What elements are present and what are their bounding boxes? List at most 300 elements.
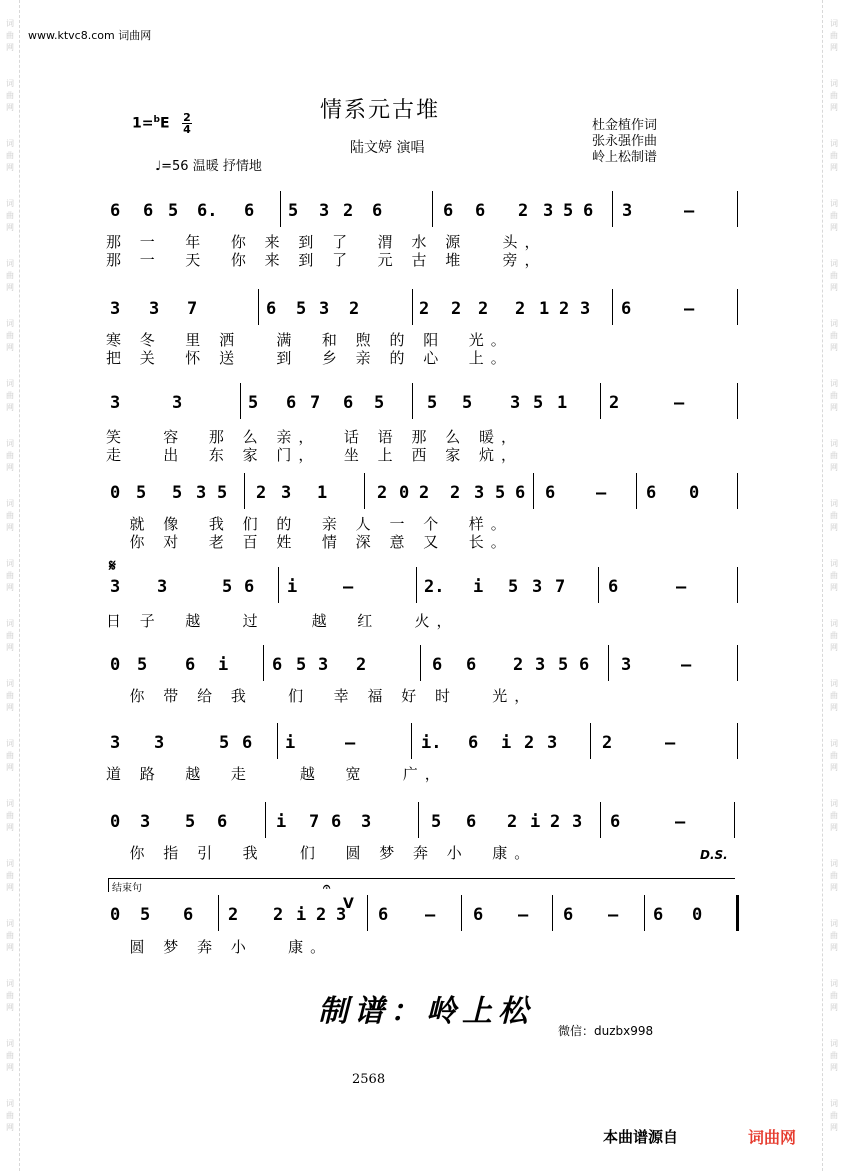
source-label: 本曲谱源自 bbox=[603, 1128, 679, 1146]
watermark-char: 曲 bbox=[830, 271, 838, 280]
bar-line bbox=[416, 567, 417, 603]
watermark-char: 网 bbox=[830, 163, 838, 172]
note: 3 bbox=[110, 577, 121, 597]
note: 6 bbox=[608, 577, 619, 597]
notes-line bbox=[0, 812, 842, 836]
watermark-char: 网 bbox=[6, 943, 14, 952]
note: 6 bbox=[563, 905, 574, 925]
composer-credit: 张永强作曲 bbox=[592, 134, 658, 149]
watermark-char: 曲 bbox=[830, 451, 838, 460]
key-signature bbox=[132, 115, 170, 132]
watermark-char: 曲 bbox=[6, 991, 14, 1000]
bar-line bbox=[244, 473, 245, 509]
lyric-line: 你 指 引 我 们 圆 梦 奔 小 康。 bbox=[106, 844, 537, 862]
notes-line bbox=[0, 577, 842, 601]
lyric-line: 那 一 年 你 来 到 了 渭 水 源 头， bbox=[106, 233, 547, 251]
watermark-char: 词 bbox=[6, 379, 14, 388]
bar-line bbox=[420, 645, 421, 681]
brand-logo[interactable]: 词曲网 bbox=[748, 1128, 797, 1147]
watermark-char: 词 bbox=[830, 499, 838, 508]
note: 6 bbox=[244, 201, 255, 221]
transcriber-signature: 制谱：岭上松 bbox=[318, 994, 534, 1029]
bar-line bbox=[600, 383, 601, 419]
watermark-char: 词 bbox=[830, 319, 838, 328]
notes-line bbox=[0, 655, 842, 679]
note: 5 bbox=[533, 393, 544, 413]
watermark-char: 网 bbox=[830, 283, 838, 292]
watermark-char: 词 bbox=[830, 259, 838, 268]
note: 0 bbox=[110, 812, 121, 832]
note: 2 bbox=[609, 393, 620, 413]
bar-line bbox=[411, 723, 412, 759]
watermark-char: 词 bbox=[830, 679, 838, 688]
watermark-char: 词 bbox=[6, 679, 14, 688]
note: 6 bbox=[443, 201, 454, 221]
watermark-char: 曲 bbox=[6, 931, 14, 940]
note: 3 bbox=[572, 812, 583, 832]
watermark-char: 词 bbox=[830, 1099, 838, 1108]
watermark-char: 网 bbox=[6, 343, 14, 352]
notes-line bbox=[0, 905, 842, 929]
watermark-char: 曲 bbox=[6, 391, 14, 400]
watermark-char: 词 bbox=[6, 919, 14, 928]
watermark-char: 曲 bbox=[6, 331, 14, 340]
watermark-char: 词 bbox=[6, 799, 14, 808]
note: 2 bbox=[343, 201, 354, 221]
bar-line bbox=[432, 191, 433, 227]
note: – bbox=[674, 393, 685, 413]
note: – bbox=[608, 905, 619, 925]
lyric-line: 道 路 越 走 越 宽 广， bbox=[106, 765, 447, 783]
note: 3 bbox=[535, 655, 546, 675]
watermark-char: 网 bbox=[830, 823, 838, 832]
note: 6 bbox=[610, 812, 621, 832]
note: 5 bbox=[217, 483, 228, 503]
watermark-char: 曲 bbox=[830, 331, 838, 340]
lyric-line: 走 出 东 家 门， 坐 上 西 家 炕， bbox=[106, 446, 523, 464]
note: – bbox=[665, 733, 676, 753]
note: 3 bbox=[532, 577, 543, 597]
note: 6 bbox=[468, 733, 479, 753]
note: 6 bbox=[646, 483, 657, 503]
lyric-line: 圆 梦 奔 小 康。 bbox=[106, 938, 333, 956]
watermark-char: 网 bbox=[6, 763, 14, 772]
watermark-char: 曲 bbox=[6, 811, 14, 820]
bar-line bbox=[737, 289, 738, 325]
watermark-char: 词 bbox=[830, 559, 838, 568]
note: 6 bbox=[372, 201, 383, 221]
fermata: 𝄐 bbox=[323, 880, 331, 895]
bar-line bbox=[364, 473, 365, 509]
watermark-char: 网 bbox=[830, 463, 838, 472]
note: – bbox=[596, 483, 607, 503]
watermark-char: 曲 bbox=[6, 271, 14, 280]
watermark-char: 词 bbox=[830, 139, 838, 148]
note: 3 bbox=[157, 577, 168, 597]
flat-sign: b bbox=[153, 115, 160, 125]
note: 3 bbox=[110, 733, 121, 753]
note: 1 bbox=[317, 483, 328, 503]
watermark-char: 网 bbox=[830, 583, 838, 592]
note: 6 bbox=[466, 655, 477, 675]
note: 2 bbox=[419, 299, 430, 319]
bar-line bbox=[600, 802, 601, 838]
note: – bbox=[675, 812, 686, 832]
notes-line bbox=[0, 483, 842, 507]
watermark-char: 网 bbox=[6, 403, 14, 412]
watermark-char: 词 bbox=[830, 1039, 838, 1048]
bar-line bbox=[737, 567, 738, 603]
watermark-char: 曲 bbox=[830, 511, 838, 520]
watermark-char: 网 bbox=[6, 703, 14, 712]
note: 6 bbox=[143, 201, 154, 221]
watermark-char: 曲 bbox=[830, 871, 838, 880]
watermark-char: 网 bbox=[830, 1003, 838, 1012]
time-signature-top: 2 bbox=[183, 111, 191, 124]
note: 3 bbox=[154, 733, 165, 753]
bar-line bbox=[737, 191, 738, 227]
note: 6 bbox=[473, 905, 484, 925]
note: 5 bbox=[495, 483, 506, 503]
note: 2 bbox=[349, 299, 360, 319]
note: 3 bbox=[622, 201, 633, 221]
note: 5 bbox=[137, 655, 148, 675]
note: 3 bbox=[361, 812, 372, 832]
note: 0 bbox=[110, 655, 121, 675]
note: – bbox=[345, 733, 356, 753]
notes-line bbox=[0, 733, 842, 757]
watermark-char: 词 bbox=[830, 739, 838, 748]
watermark-char: 网 bbox=[830, 763, 838, 772]
bar-line bbox=[590, 723, 591, 759]
note: 3 bbox=[110, 299, 121, 319]
bar-line bbox=[218, 895, 219, 931]
note: 6 bbox=[217, 812, 228, 832]
note: 3 bbox=[319, 201, 330, 221]
note: 5 bbox=[462, 393, 473, 413]
watermark-char: 词 bbox=[6, 979, 14, 988]
note: 3 bbox=[580, 299, 591, 319]
note: 5 bbox=[140, 905, 151, 925]
watermark-char: 网 bbox=[830, 103, 838, 112]
watermark-char: 曲 bbox=[830, 31, 838, 40]
watermark-char: 词 bbox=[830, 979, 838, 988]
watermark-char: 曲 bbox=[830, 931, 838, 940]
note: 2 bbox=[518, 201, 529, 221]
note: 6 bbox=[244, 577, 255, 597]
watermark-char: 曲 bbox=[6, 211, 14, 220]
note: 7 bbox=[310, 393, 321, 413]
note: 3 bbox=[140, 812, 151, 832]
watermark-char: 网 bbox=[6, 883, 14, 892]
watermark-char: 曲 bbox=[6, 31, 14, 40]
note: 6 bbox=[266, 299, 277, 319]
watermark-char: 词 bbox=[6, 559, 14, 568]
note: 2 bbox=[377, 483, 388, 503]
watermark-char: 词 bbox=[6, 199, 14, 208]
bar-line bbox=[461, 895, 462, 931]
note: – bbox=[684, 201, 695, 221]
note: 6 bbox=[466, 812, 477, 832]
note: – bbox=[681, 655, 692, 675]
note: 0 bbox=[110, 905, 121, 925]
watermark-char: 曲 bbox=[830, 151, 838, 160]
note: 0 bbox=[110, 483, 121, 503]
watermark-char: 词 bbox=[6, 859, 14, 868]
watermark-char: 曲 bbox=[830, 691, 838, 700]
transcriber-credit: 岭上松制谱 bbox=[592, 150, 658, 165]
watermark-char: 词 bbox=[830, 19, 838, 28]
bar-line bbox=[734, 802, 735, 838]
watermark-char: 曲 bbox=[6, 691, 14, 700]
ending-bracket bbox=[108, 878, 735, 892]
lyric-line: 笑 容 那 么 亲， 话 语 那 么 暖， bbox=[106, 428, 523, 446]
bar-line bbox=[240, 383, 241, 419]
watermark-char: 网 bbox=[830, 343, 838, 352]
lyric-line: 日 子 越 过 越 红 火， bbox=[106, 612, 459, 630]
watermark-char: 曲 bbox=[6, 871, 14, 880]
watermark-char: 词 bbox=[830, 199, 838, 208]
watermark-char: 词 bbox=[6, 19, 14, 28]
singer: 陆文婷 演唱 bbox=[350, 140, 425, 156]
lyric-line: 你 对 老 百 姓 情 深 意 又 长。 bbox=[106, 533, 513, 551]
note: 0 bbox=[399, 483, 410, 503]
watermark-char: 曲 bbox=[6, 91, 14, 100]
watermark-char: 网 bbox=[6, 823, 14, 832]
note: 2 bbox=[559, 299, 570, 319]
note: 6 bbox=[272, 655, 283, 675]
bar-line bbox=[598, 567, 599, 603]
watermark-char: 网 bbox=[830, 403, 838, 412]
watermark-char: 网 bbox=[6, 583, 14, 592]
lyric-line: 寒 冬 里 洒 满 和 煦 的 阳 光。 bbox=[106, 331, 513, 349]
bar-line bbox=[737, 383, 738, 419]
note: 5 bbox=[248, 393, 259, 413]
watermark-char: 网 bbox=[6, 43, 14, 52]
watermark-char: 词 bbox=[830, 859, 838, 868]
bar-line bbox=[265, 802, 266, 838]
note: 3 bbox=[149, 299, 160, 319]
note: 5 bbox=[427, 393, 438, 413]
watermark-char: 曲 bbox=[6, 571, 14, 580]
note: 5 bbox=[219, 733, 230, 753]
bar-line bbox=[367, 895, 368, 931]
watermark-char: 曲 bbox=[6, 1111, 14, 1120]
note: 6 bbox=[653, 905, 664, 925]
note: 5 bbox=[136, 483, 147, 503]
watermark-char: 曲 bbox=[830, 1111, 838, 1120]
note: – bbox=[676, 577, 687, 597]
watermark-char: 曲 bbox=[830, 391, 838, 400]
note: 2 bbox=[419, 483, 430, 503]
bar-line bbox=[278, 567, 279, 603]
bar-line bbox=[612, 191, 613, 227]
note: 6 bbox=[621, 299, 632, 319]
credits bbox=[592, 118, 657, 166]
note: 3 bbox=[543, 201, 554, 221]
watermark-char: 词 bbox=[830, 79, 838, 88]
note: – bbox=[343, 577, 354, 597]
watermark-char: 网 bbox=[6, 1003, 14, 1012]
watermark-char: 网 bbox=[830, 523, 838, 532]
note: 7 bbox=[187, 299, 198, 319]
bar-line bbox=[608, 645, 609, 681]
bar-line bbox=[280, 191, 281, 227]
bar-line bbox=[737, 473, 738, 509]
note: 2. bbox=[424, 577, 445, 597]
note: i. bbox=[421, 733, 442, 753]
watermark-char: 词 bbox=[6, 79, 14, 88]
watermark-char: 曲 bbox=[830, 751, 838, 760]
bar-line bbox=[258, 289, 259, 325]
bar-line bbox=[612, 289, 613, 325]
bar-line bbox=[263, 645, 264, 681]
page-number: 2568 bbox=[352, 1072, 386, 1087]
note: 3 bbox=[319, 299, 330, 319]
note: 6 bbox=[183, 905, 194, 925]
notes-line bbox=[0, 299, 842, 323]
tempo-marking: ♩=56 温暖 抒情地 bbox=[155, 159, 262, 174]
note: 3 bbox=[172, 393, 183, 413]
watermark-char: 曲 bbox=[830, 571, 838, 580]
note: 3 bbox=[336, 905, 347, 925]
watermark-char: 网 bbox=[6, 283, 14, 292]
key-note: E bbox=[159, 115, 170, 132]
bar-line bbox=[418, 802, 419, 838]
watermark-char: 词 bbox=[6, 739, 14, 748]
bar-line bbox=[412, 383, 413, 419]
note: i bbox=[530, 812, 541, 832]
watermark-char: 网 bbox=[6, 1123, 14, 1132]
notes-line bbox=[0, 201, 842, 225]
bar-line bbox=[636, 473, 637, 509]
note: 2 bbox=[356, 655, 367, 675]
note: 5 bbox=[185, 812, 196, 832]
note: 6 bbox=[583, 201, 594, 221]
note: 6. bbox=[197, 201, 218, 221]
bar-line bbox=[737, 723, 738, 759]
wechat-contact: 微信：duzbx998 bbox=[558, 1024, 654, 1038]
bar-line bbox=[736, 895, 739, 931]
notes-line bbox=[0, 393, 842, 417]
note: 2 bbox=[273, 905, 284, 925]
note: 6 bbox=[475, 201, 486, 221]
note: i bbox=[287, 577, 298, 597]
note: 6 bbox=[545, 483, 556, 503]
note: 5 bbox=[168, 201, 179, 221]
watermark-char: 词 bbox=[830, 439, 838, 448]
watermark-char: 网 bbox=[830, 703, 838, 712]
watermark-char: 词 bbox=[830, 919, 838, 928]
note: 6 bbox=[515, 483, 526, 503]
note: i bbox=[218, 655, 229, 675]
note: 0 bbox=[692, 905, 703, 925]
bar-line bbox=[644, 895, 645, 931]
watermark-char: 曲 bbox=[830, 811, 838, 820]
note: 2 bbox=[228, 905, 239, 925]
watermark-char: 词 bbox=[6, 1099, 14, 1108]
site-url[interactable]: www.ktvc8.com 词曲网 bbox=[28, 29, 152, 42]
note: 2 bbox=[256, 483, 267, 503]
note: 5 bbox=[508, 577, 519, 597]
note: 2 bbox=[450, 483, 461, 503]
note: 6 bbox=[110, 201, 121, 221]
note: – bbox=[684, 299, 695, 319]
time-signature bbox=[182, 112, 192, 135]
watermark-char: 曲 bbox=[6, 1051, 14, 1060]
note: 5 bbox=[431, 812, 442, 832]
note: – bbox=[518, 905, 529, 925]
watermark-char: 网 bbox=[830, 883, 838, 892]
watermark-char: 网 bbox=[830, 223, 838, 232]
note: 3 bbox=[281, 483, 292, 503]
note: 6 bbox=[579, 655, 590, 675]
watermark-char: 曲 bbox=[6, 751, 14, 760]
watermark-char: 词 bbox=[830, 619, 838, 628]
note: 1 bbox=[557, 393, 568, 413]
watermark-char: 曲 bbox=[830, 991, 838, 1000]
note: 6 bbox=[242, 733, 253, 753]
breath-mark: V bbox=[343, 896, 354, 912]
watermark-char: 词 bbox=[6, 1039, 14, 1048]
watermark-char: 网 bbox=[6, 163, 14, 172]
watermark-char: 网 bbox=[6, 103, 14, 112]
watermark-char: 词 bbox=[6, 439, 14, 448]
note: 6 bbox=[432, 655, 443, 675]
note: 6 bbox=[331, 812, 342, 832]
watermark-char: 词 bbox=[6, 619, 14, 628]
watermark-char: 网 bbox=[6, 1063, 14, 1072]
note: 1 bbox=[539, 299, 550, 319]
bar-line bbox=[737, 645, 738, 681]
note: 2 bbox=[451, 299, 462, 319]
note: 2 bbox=[507, 812, 518, 832]
ending-label: 结束句 bbox=[112, 883, 142, 894]
watermark-char: 词 bbox=[6, 499, 14, 508]
note: 3 bbox=[474, 483, 485, 503]
ds-marking: D.S. bbox=[700, 848, 728, 862]
bar-line bbox=[277, 723, 278, 759]
note: 6 bbox=[378, 905, 389, 925]
lyric-line: 把 关 怀 送 到 乡 亲 的 心 上。 bbox=[106, 349, 513, 367]
watermark-char: 词 bbox=[6, 259, 14, 268]
watermark-char: 网 bbox=[830, 1123, 838, 1132]
watermark-char: 词 bbox=[6, 139, 14, 148]
note: 3 bbox=[510, 393, 521, 413]
watermark-char: 网 bbox=[6, 223, 14, 232]
bar-line bbox=[552, 895, 553, 931]
note: 5 bbox=[558, 655, 569, 675]
note: 2 bbox=[478, 299, 489, 319]
note: 6 bbox=[185, 655, 196, 675]
note: i bbox=[276, 812, 287, 832]
note: 5 bbox=[288, 201, 299, 221]
watermark-char: 网 bbox=[830, 943, 838, 952]
watermark-char: 曲 bbox=[6, 631, 14, 640]
note: 2 bbox=[602, 733, 613, 753]
lyric-line: 那 一 天 你 来 到 了 元 古 堆 旁， bbox=[106, 251, 547, 269]
key-prefix: 1= bbox=[132, 115, 154, 132]
watermark-char: 网 bbox=[830, 643, 838, 652]
note: i bbox=[501, 733, 512, 753]
note: 3 bbox=[318, 655, 329, 675]
watermark-char: 曲 bbox=[830, 91, 838, 100]
lyricist-credit: 杜金植作词 bbox=[592, 118, 658, 133]
note: i bbox=[473, 577, 484, 597]
note: 5 bbox=[222, 577, 233, 597]
note: 3 bbox=[547, 733, 558, 753]
watermark-char: 网 bbox=[830, 43, 838, 52]
